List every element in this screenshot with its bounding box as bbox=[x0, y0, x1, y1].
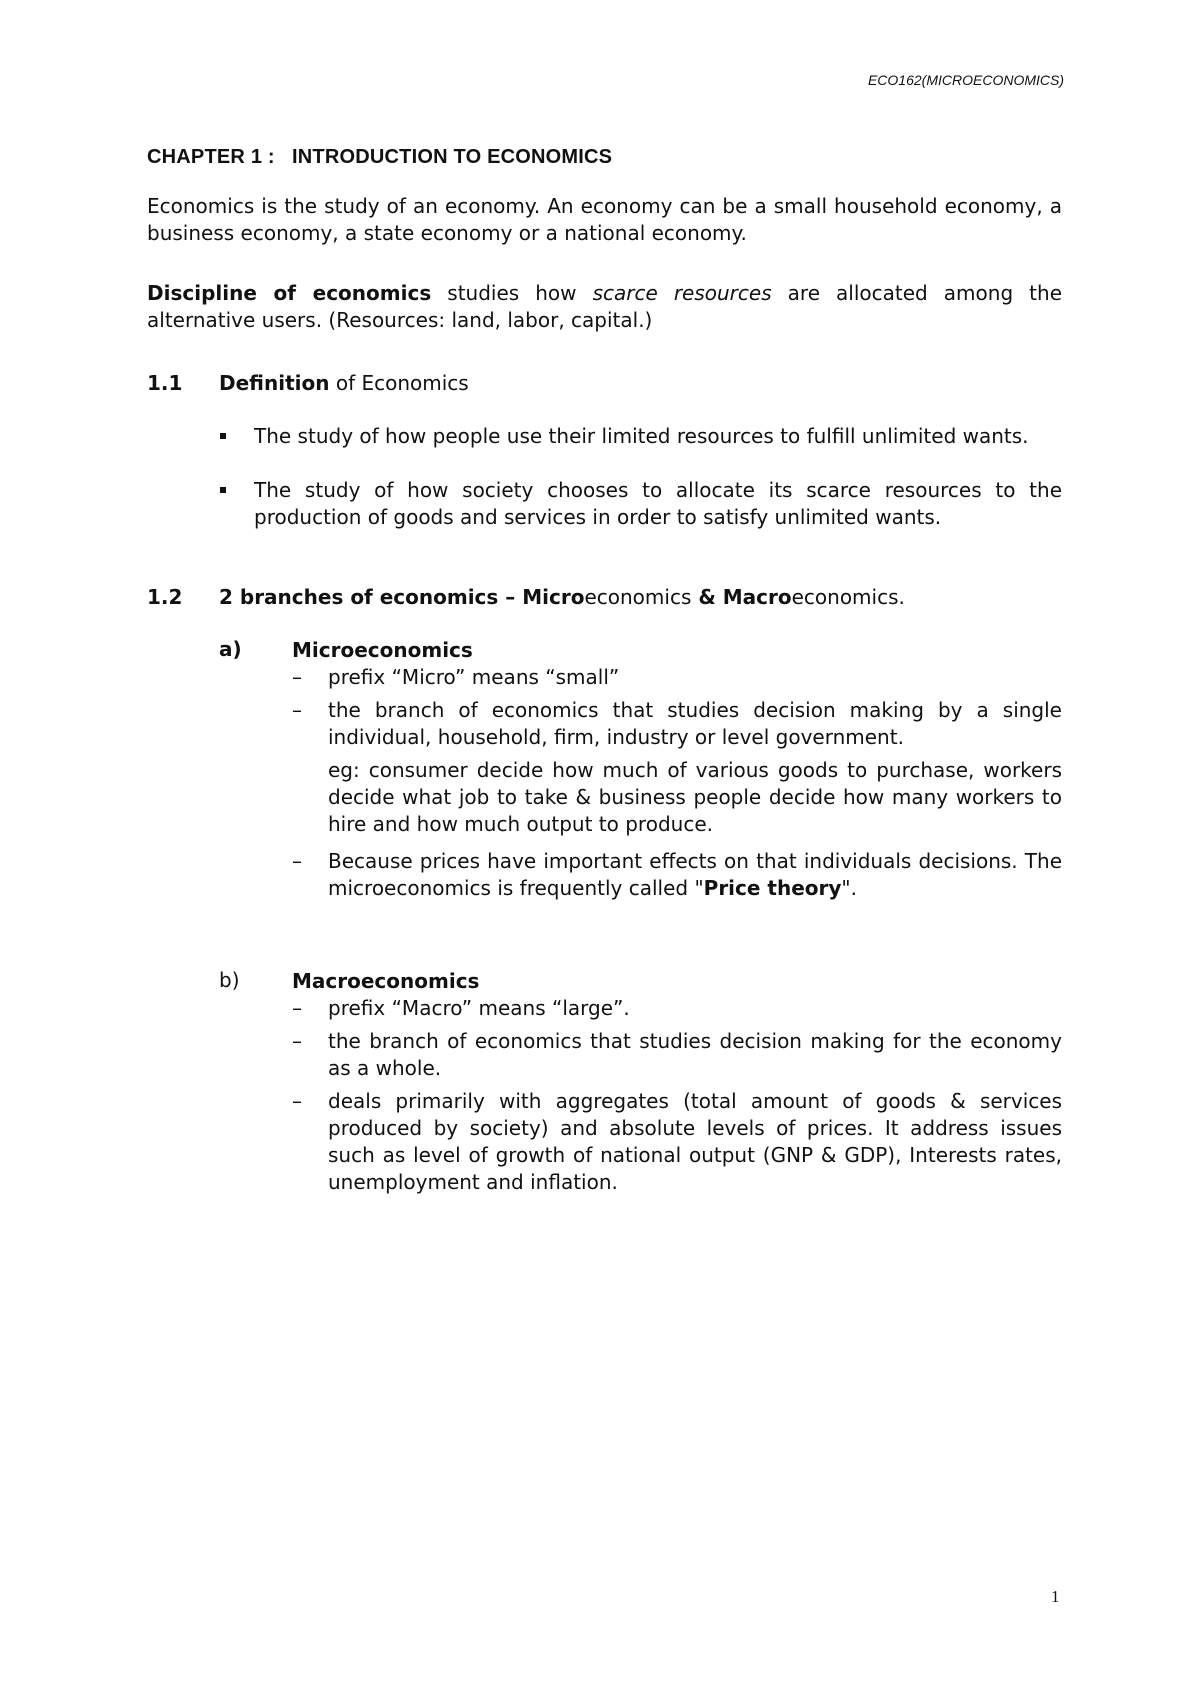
dash-bullet-icon: – bbox=[292, 1029, 302, 1053]
microeconomics-example: eg: consumer decide how much of various goods to purchase, workers decide what job to take & business people decide how many workers to hire and how much output to produce. bbox=[328, 758, 1062, 836]
bullet-text: The study of how society chooses to allocate its scarce resources to the production of goods and services in order to satisfy unlimited wants. bbox=[254, 478, 1062, 529]
ampersand: & bbox=[691, 585, 723, 609]
price-post: ". bbox=[841, 876, 857, 900]
section-number: 1.2 bbox=[147, 585, 183, 609]
sub-label-a: a) bbox=[219, 637, 242, 661]
list-item bbox=[292, 697, 1062, 751]
discipline-pre: studies how bbox=[431, 281, 593, 305]
section-title-lead: 2 branches of economics – bbox=[219, 585, 523, 609]
microeconomics-block bbox=[219, 637, 1062, 908]
section-title bbox=[219, 585, 905, 609]
discipline-paragraph bbox=[147, 280, 1062, 334]
discipline-emphasis: scarce resources bbox=[592, 281, 772, 305]
macro-bold: Macro bbox=[722, 585, 792, 609]
macroeconomics-title: Macroeconomics bbox=[292, 969, 480, 993]
microeconomics-points bbox=[292, 664, 1062, 751]
list-item bbox=[292, 664, 1062, 691]
microeconomics-price-point bbox=[292, 848, 1062, 902]
list-item bbox=[292, 995, 1062, 1022]
section-title-rest: of Economics bbox=[329, 371, 469, 395]
list-item bbox=[219, 477, 1062, 531]
course-reference: ECO162(MICROECONOMICS) bbox=[867, 72, 1064, 88]
section-1-2-heading bbox=[147, 585, 1062, 609]
list-item bbox=[219, 423, 1062, 450]
point-text bbox=[328, 848, 1062, 902]
list-item bbox=[292, 1088, 1062, 1196]
macroeconomics-points bbox=[292, 995, 1062, 1196]
price-theory-term: Price theory bbox=[703, 876, 842, 900]
bullet-text: The study of how people use their limited resources to fulfill unlimited wants. bbox=[254, 424, 1029, 448]
microeconomics-body bbox=[292, 637, 1062, 908]
discipline-term: Discipline of economics bbox=[147, 281, 432, 305]
micro-rest: economics bbox=[584, 585, 692, 609]
point-text: the branch of economics that studies decision making for the economy as a whole. bbox=[328, 1029, 1062, 1080]
page-number: 1 bbox=[1051, 1587, 1060, 1606]
dash-bullet-icon: – bbox=[292, 849, 302, 873]
point-text: prefix “Macro” means “large”. bbox=[328, 996, 630, 1020]
microeconomics-title: Microeconomics bbox=[292, 638, 473, 662]
dash-bullet-icon: – bbox=[292, 996, 302, 1020]
point-text: the branch of economics that studies decision making by a single individual, household, firm, industry or level government. bbox=[328, 698, 1062, 749]
list-item bbox=[292, 848, 1062, 902]
section-number: 1.1 bbox=[147, 371, 183, 395]
dash-bullet-icon: – bbox=[292, 1089, 302, 1113]
section-title bbox=[219, 371, 469, 395]
list-item bbox=[292, 1028, 1062, 1082]
macroeconomics-block bbox=[219, 968, 1062, 1202]
point-text: prefix “Micro” means “small” bbox=[328, 665, 620, 689]
chapter-title: CHAPTER 1 : INTRODUCTION TO ECONOMICS bbox=[147, 146, 613, 168]
price-pre: Because prices have important effects on that individuals decisions. The microeconomics is frequently called " bbox=[328, 849, 1062, 900]
square-bullet-icon bbox=[219, 477, 254, 531]
square-bullet-icon bbox=[219, 423, 254, 450]
definition-list bbox=[219, 423, 1062, 531]
sub-label-b: b) bbox=[219, 968, 240, 992]
macro-rest: economics. bbox=[791, 585, 905, 609]
section-1-1-heading bbox=[147, 371, 1062, 395]
page-content bbox=[147, 146, 1062, 1202]
section-title-bold: Definition bbox=[219, 371, 330, 395]
intro-paragraph: Economics is the study of an economy. An economy can be a small household economy, a business economy, a state economy or a national economy. bbox=[147, 194, 1062, 245]
point-text: deals primarily with aggregates (total amount of goods & services produced by society) and absolute levels of prices. It address issues such as level of growth of national output (GNP & GDP), Interests rates, unemployment and inflation. bbox=[328, 1089, 1062, 1194]
dash-bullet-icon: – bbox=[292, 698, 302, 722]
discipline-post: are allocated among the alternative users. (Resources: land, labor, capital.) bbox=[147, 281, 1063, 332]
micro-bold: Micro bbox=[522, 585, 585, 609]
macroeconomics-body bbox=[292, 968, 1062, 1202]
dash-bullet-icon: – bbox=[292, 665, 302, 689]
